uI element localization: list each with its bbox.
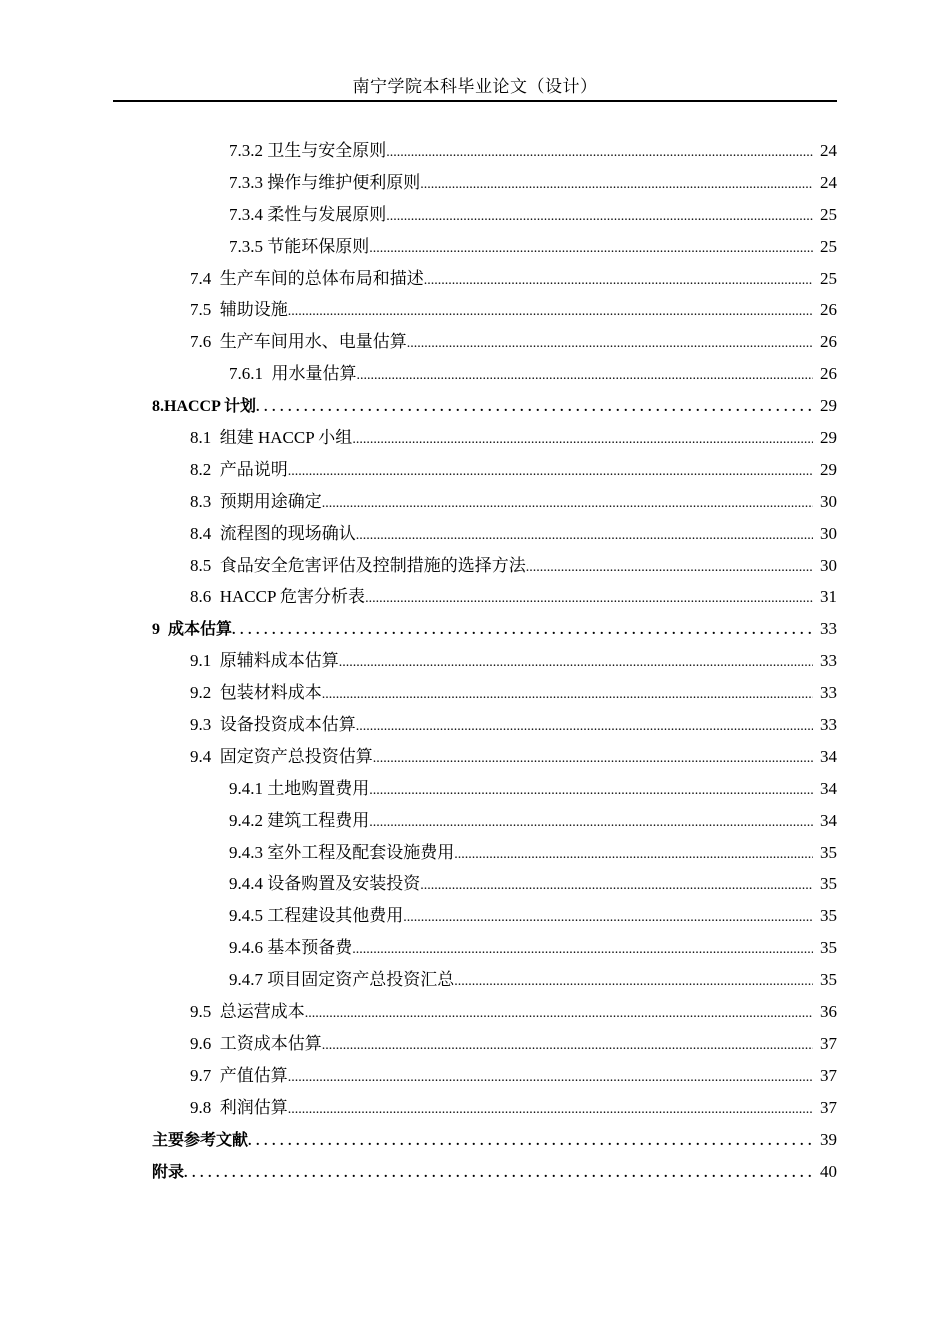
page-header-title: 南宁学院本科毕业论文（设计） bbox=[352, 77, 598, 96]
toc-entry-page-number: 33 bbox=[820, 651, 837, 671]
toc-dot-leader bbox=[248, 1126, 813, 1158]
toc-dot-leader bbox=[420, 169, 813, 201]
toc-entry-page-number: 24 bbox=[820, 172, 837, 192]
toc-entry-page-number: 34 bbox=[820, 746, 837, 766]
toc-dot-leader bbox=[339, 647, 813, 679]
toc-entry[interactable] bbox=[0, 996, 950, 1028]
toc-dot-leader bbox=[288, 456, 813, 488]
toc-entry-page-number: 35 bbox=[820, 874, 837, 894]
toc-dot-leader bbox=[454, 839, 813, 871]
toc-entry-page-number: 35 bbox=[820, 842, 837, 862]
toc-dot-leader bbox=[373, 743, 813, 775]
toc-dot-leader bbox=[526, 552, 813, 584]
toc-entry-label: 9.4 固定资产总投资估算 bbox=[190, 746, 373, 766]
toc-entry-page-number: 33 bbox=[820, 683, 837, 703]
toc-dot-leader bbox=[420, 870, 813, 902]
toc-entry[interactable] bbox=[0, 1092, 950, 1124]
toc-entry-label: 9 成本估算 bbox=[152, 621, 233, 639]
toc-entry-page-number: 37 bbox=[820, 1033, 837, 1053]
toc-dot-leader bbox=[352, 934, 813, 966]
toc-entry-page-number: 34 bbox=[820, 778, 837, 798]
toc-entry-label: 附录 bbox=[152, 1163, 185, 1181]
toc-dot-leader bbox=[322, 1030, 813, 1062]
toc-entry-page-number: 39 bbox=[820, 1129, 837, 1149]
toc-dot-leader bbox=[256, 392, 813, 424]
toc-entry-page-number: 36 bbox=[820, 1002, 837, 1022]
toc-entry-page-number: 30 bbox=[820, 491, 837, 511]
toc-entry[interactable] bbox=[0, 486, 950, 518]
toc-dot-leader bbox=[356, 520, 813, 552]
toc-entry[interactable] bbox=[0, 167, 950, 199]
toc-dot-leader bbox=[407, 328, 813, 360]
toc-entry-page-number: 35 bbox=[820, 906, 837, 926]
toc-entry[interactable] bbox=[0, 868, 950, 900]
toc-entry-page-number: 25 bbox=[820, 268, 837, 288]
toc-entry-page-number: 31 bbox=[820, 587, 837, 607]
toc-entry-page-number: 35 bbox=[820, 970, 837, 990]
table-of-contents bbox=[0, 135, 950, 1187]
toc-entry-label: 9.4.7 项目固定资产总投资汇总 bbox=[229, 970, 455, 990]
toc-dot-leader bbox=[352, 424, 813, 456]
toc-dot-leader bbox=[322, 679, 813, 711]
toc-entry-page-number: 30 bbox=[820, 555, 837, 575]
toc-dot-leader bbox=[386, 201, 813, 233]
toc-dot-leader bbox=[288, 1062, 813, 1094]
toc-dot-leader bbox=[322, 488, 813, 520]
toc-dot-leader bbox=[369, 233, 813, 265]
toc-entry[interactable] bbox=[0, 773, 950, 805]
toc-entry[interactable] bbox=[0, 581, 950, 613]
toc-dot-leader bbox=[184, 1158, 813, 1190]
toc-entry-page-number: 25 bbox=[820, 204, 837, 224]
toc-entry-page-number: 26 bbox=[820, 364, 837, 384]
toc-entry-label: 9.6 工资成本估算 bbox=[190, 1033, 322, 1053]
toc-dot-leader bbox=[305, 998, 813, 1030]
toc-entry-label: 8.5 食品安全危害评估及控制措施的选择方法 bbox=[190, 555, 526, 575]
toc-dot-leader bbox=[232, 615, 813, 647]
toc-entry-page-number: 33 bbox=[820, 715, 837, 735]
toc-entry-label: 8.2 产品说明 bbox=[190, 459, 288, 479]
toc-entry-page-number: 24 bbox=[820, 141, 837, 160]
toc-entry-page-number: 26 bbox=[820, 332, 837, 352]
toc-entry[interactable] bbox=[0, 900, 950, 932]
toc-entry-label: 7.3.3 操作与维护便利原则 bbox=[229, 172, 421, 192]
toc-entry-label: 9.4.3 室外工程及配套设施费用 bbox=[229, 842, 455, 862]
toc-entry-page-number: 29 bbox=[820, 396, 837, 416]
toc-entry[interactable] bbox=[0, 645, 950, 677]
toc-entry[interactable] bbox=[0, 294, 950, 326]
toc-dot-leader bbox=[365, 583, 813, 615]
toc-entry-label: 8.3 预期用途确定 bbox=[190, 491, 322, 511]
toc-entry[interactable] bbox=[0, 805, 950, 837]
toc-dot-leader bbox=[356, 711, 813, 743]
toc-entry[interactable] bbox=[0, 741, 950, 773]
toc-dot-leader bbox=[386, 137, 813, 169]
toc-entry-page-number: 35 bbox=[820, 938, 837, 958]
toc-dot-leader bbox=[454, 966, 813, 998]
toc-entry-page-number: 25 bbox=[820, 236, 837, 256]
toc-entry[interactable] bbox=[0, 1156, 950, 1188]
toc-entry[interactable] bbox=[0, 135, 950, 167]
toc-entry-page-number: 29 bbox=[820, 459, 837, 479]
toc-entry-label: 8.4 流程图的现场确认 bbox=[190, 523, 356, 543]
toc-entry[interactable] bbox=[0, 326, 950, 358]
toc-entry[interactable] bbox=[0, 231, 950, 263]
toc-entry-label: 7.4 生产车间的总体布局和描述 bbox=[190, 268, 424, 288]
toc-entry[interactable] bbox=[0, 837, 950, 869]
toc-entry-page-number: 26 bbox=[820, 300, 837, 320]
toc-entry-label: 7.3.2 卫生与安全原则 bbox=[229, 141, 387, 160]
header-rule bbox=[113, 100, 837, 102]
toc-entry-label: 7.3.4 柔性与发展原则 bbox=[229, 204, 387, 224]
toc-entry[interactable] bbox=[0, 550, 950, 582]
toc-entry[interactable] bbox=[0, 1060, 950, 1092]
toc-entry[interactable] bbox=[0, 518, 950, 550]
toc-entry[interactable] bbox=[0, 454, 950, 486]
toc-entry-label: 9.4.1 土地购置费用 bbox=[229, 778, 370, 798]
toc-entry-label: 7.3.5 节能环保原则 bbox=[229, 236, 370, 256]
toc-entry[interactable] bbox=[0, 422, 950, 454]
toc-entry[interactable] bbox=[0, 1124, 950, 1156]
toc-entry[interactable] bbox=[0, 964, 950, 996]
toc-entry-label: 7.6 生产车间用水、电量估算 bbox=[190, 332, 407, 352]
toc-entry[interactable] bbox=[0, 263, 950, 295]
toc-entry-label: 9.4.2 建筑工程费用 bbox=[229, 810, 370, 830]
toc-entry[interactable] bbox=[0, 932, 950, 964]
toc-entry-label: 主要参考文献 bbox=[152, 1131, 249, 1149]
toc-entry-page-number: 37 bbox=[820, 1065, 837, 1085]
toc-entry-label: 8.6 HACCP 危害分析表 bbox=[190, 587, 366, 607]
toc-dot-leader bbox=[369, 807, 813, 839]
toc-entry[interactable] bbox=[0, 613, 950, 645]
toc-entry-page-number: 37 bbox=[820, 1097, 837, 1117]
toc-dot-leader bbox=[357, 360, 814, 392]
toc-entry-page-number: 34 bbox=[820, 810, 837, 830]
toc-entry-label: 9.8 利润估算 bbox=[190, 1097, 288, 1117]
toc-entry-label: 9.4.5 工程建设其他费用 bbox=[229, 906, 404, 926]
toc-dot-leader bbox=[288, 1094, 813, 1126]
toc-dot-leader bbox=[403, 902, 813, 934]
toc-entry-label: 9.4.4 设备购置及安装投资 bbox=[229, 874, 421, 894]
toc-entry-label: 9.2 包装材料成本 bbox=[190, 683, 322, 703]
toc-dot-leader bbox=[424, 265, 813, 297]
toc-dot-leader bbox=[369, 775, 813, 807]
toc-entry-label: 9.3 设备投资成本估算 bbox=[190, 715, 356, 735]
toc-entry[interactable] bbox=[0, 358, 950, 390]
toc-entry-label: 9.4.6 基本预备费 bbox=[229, 938, 353, 958]
toc-entry-label: 7.6.1 用水量估算 bbox=[229, 364, 357, 384]
toc-entry-page-number: 40 bbox=[820, 1161, 837, 1181]
toc-entry-page-number: 29 bbox=[820, 428, 837, 448]
toc-dot-leader bbox=[288, 296, 813, 328]
toc-entry[interactable] bbox=[0, 390, 950, 422]
toc-entry[interactable] bbox=[0, 199, 950, 231]
toc-entry[interactable] bbox=[0, 677, 950, 709]
toc-entry-label: 9.1 原辅料成本估算 bbox=[190, 651, 339, 671]
toc-entry-label: 9.5 总运营成本 bbox=[190, 1002, 305, 1022]
toc-entry[interactable] bbox=[0, 709, 950, 741]
toc-entry-label: 7.5 辅助设施 bbox=[190, 300, 288, 320]
toc-entry-label: 8.1 组建 HACCP 小组 bbox=[190, 428, 353, 448]
toc-entry-label: 9.7 产值估算 bbox=[190, 1065, 288, 1085]
toc-entry-label: 8.HACCP 计划 bbox=[152, 398, 257, 416]
toc-entry-page-number: 30 bbox=[820, 523, 837, 543]
toc-entry-page-number: 33 bbox=[820, 619, 837, 639]
toc-entry[interactable] bbox=[0, 1028, 950, 1060]
